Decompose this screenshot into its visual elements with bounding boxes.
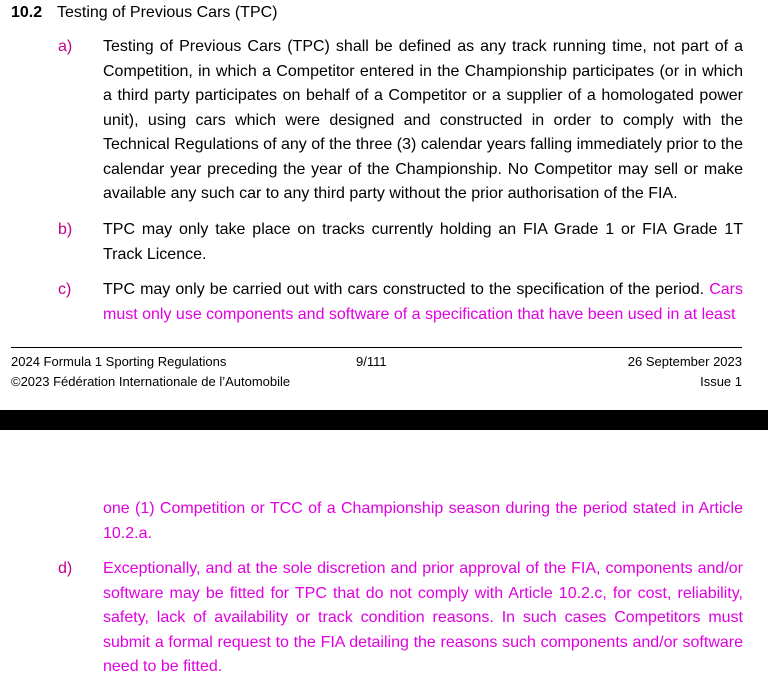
clause-letter: c) <box>58 281 72 298</box>
footer-document-title: 2024 Formula 1 Sporting Regulations <box>11 354 227 369</box>
section-title: Testing of Previous Cars (TPC) <box>57 4 278 21</box>
clause-text-highlight: Cars must only use components and software of a specification that have been used in at least <box>103 281 743 323</box>
page-bottom <box>0 430 768 691</box>
page-break <box>0 410 768 430</box>
footer-left <box>11 352 290 392</box>
footer-center <box>356 352 387 372</box>
section-heading <box>11 3 278 23</box>
clause-text-continuation: one (1) Competition or TCC of a Championship season during the period stated in Article 10.2.a. <box>103 500 743 542</box>
clause-text: TPC may only take place on tracks currently holding an FIA Grade 1 or FIA Grade 1T Track Licence. <box>103 221 743 263</box>
clause-text-with-highlight <box>103 278 743 327</box>
clause-text: Testing of Previous Cars (TPC) shall be defined as any track running time, not part of a Competition, in which a Competitor entered in the Championship participates (or in which a third party participates on behalf of a Competitor or a supplier of a homologated power unit), using cars which were designed and constructed in order to comply with the Technical Regulations of any of the three (3) calendar years falling immediately prior to the calendar year preceding the year of the Championship. No Competitor may sell or make available any such car to any third party without the prior authorisation of the FIA. <box>103 38 743 202</box>
footer-right <box>628 352 742 392</box>
footer-rule <box>11 347 742 348</box>
clause-letter: a) <box>58 38 73 55</box>
section-number: 10.2 <box>11 4 43 21</box>
clause-text: Exceptionally, and at the sole discretion and prior approval of the FIA, components and/or software may be fitted for TPC that do not comply with Article 10.2.c, for cost, reliability, safety, lack of availability or track condition reasons. In such cases Competitors must submit a formal request to the FIA detailing the reasons such components and/or software need to be fitted. <box>103 560 743 675</box>
footer-page-number: 9/111 <box>356 354 387 369</box>
footer-date: 26 September 2023 <box>627 354 742 369</box>
footer-copyright: ©2023 Fédération Internationale de l’Automobile <box>11 374 291 389</box>
clause-letter: b) <box>58 221 73 238</box>
clause-text-plain: TPC may only be carried out with cars constructed to the specification of the period. <box>103 281 705 298</box>
clause-letter: d) <box>58 560 73 577</box>
footer-issue: Issue 1 <box>700 374 742 389</box>
